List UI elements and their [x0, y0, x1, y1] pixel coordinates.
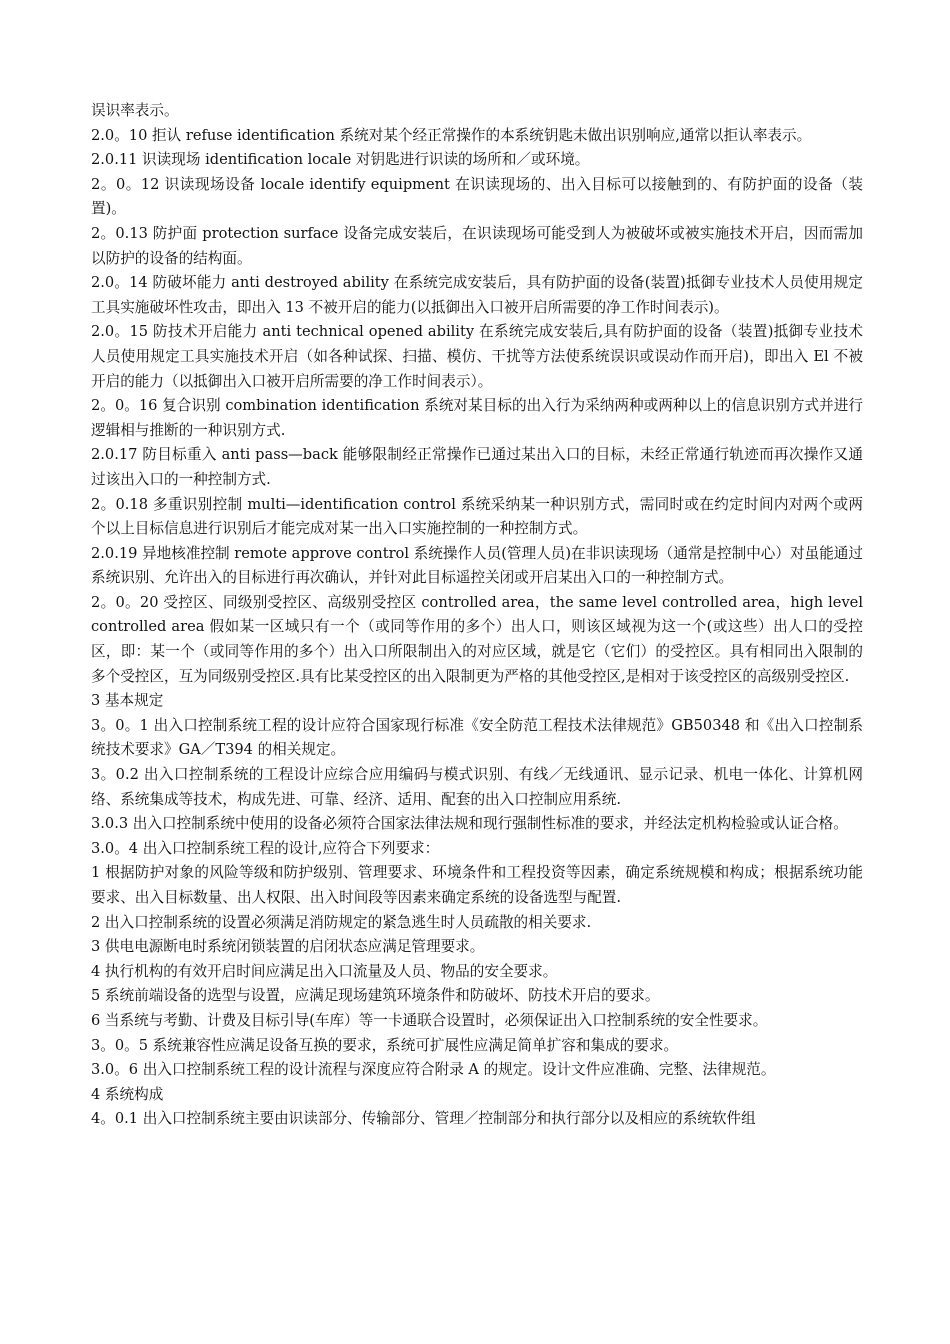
paragraph: 2。0。20 受控区、同级别受控区、高级别受控区 controlled area，the same level controlled area，high level controlled area 假如某一区域只有一个（或同等作用的多个）出人口，则该区域视为这一个(或这些）出人口的受控区，即：某一个（或同等作用的多个）出入口所限制出入的对应区域，就是它（它们）的受控区。具有相同出入限制的多个受控区，互为同级别受控区.具有比某受控区的出入限制更为严格的其他受控区,是相对于该受控区的高级别受控区. — [91, 593, 863, 685]
list-item: 2 出入口控制系统的设置必须满足消防规定的紧急逃生时人员疏散的相关要求. — [91, 913, 592, 931]
paragraph: 3.0。6 出入口控制系统工程的设计流程与深度应符合附录 A 的规定。设计文件应准确、完整、法律规范。 — [91, 1061, 776, 1079]
paragraph: 2.0.11 识读现场 identification locale 对钥匙进行识读的场所和／或环境。 — [91, 151, 590, 169]
list-item: 1 根据防护对象的风险等级和防护级别、管理要求、环境条件和工程投资等因素，确定系统规模和构成；根据系统功能要求、出入目标数量、出人权限、出入时间段等因素来确定系统的设备选型与配置. — [91, 864, 863, 906]
document-body — [91, 99, 863, 1132]
paragraph: 3.0。4 出入口控制系统工程的设计,应符合下列要求： — [91, 839, 440, 857]
section-heading: 3 基本规定 — [91, 692, 164, 710]
paragraph: 2。0.18 多重识别控制 multi—identification control 系统采纳某一种识别方式，需同时或在约定时间内对两个或两个以上目标信息进行识别后才能完成对某一出入口实施控制的一种控制方式。 — [91, 495, 863, 538]
list-item: 4 执行机构的有效开启时间应满足出入口流量及人员、物品的安全要求。 — [91, 962, 558, 980]
paragraph: 2.0。15 防技术开启能力 anti technical opened ability 在系统完成安装后,具有防护面的设备（装置)抵御专业技术人员使用规定工具实施技术开启（如各种试探、扫描、模仿、干扰等方法使系统误识或误动作而开启)，即出入 El 不被开启的能力（以抵御出入口被开启所需要的净工作时间表示）。 — [91, 323, 863, 390]
paragraph: 3。0.2 出入口控制系统的工程设计应综合应用编码与模式识别、有线／无线通讯、显示记录、机电一体化、计算机网络、系统集成等技术，构成先进、可靠、经济、适用、配套的出入口控制应用系统. — [91, 766, 863, 808]
list-item: 5 系统前端设备的选型与设置，应满足现场建筑环境条件和防破坏、防技术开启的要求。 — [91, 987, 660, 1005]
paragraph: 2.0.19 异地核准控制 remote approve control 系统操作人员(管理人员)在非识读现场（通常是控制中心）对虽能通过系统识别、允许出入的目标进行再次确认，并针对此目标遥控关闭或开启某出入口的一种控制方式。 — [91, 544, 863, 587]
paragraph: 2。0。16 复合识别 combination identification 系统对某目标的出入行为采纳两种或两种以上的信息识别方式并进行逻辑相与推断的一种识别方式. — [91, 397, 863, 439]
paragraph: 3。0。1 出入口控制系统工程的设计应符合国家现行标准《安全防范工程技术法律规范》GB50348 和《出入口控制系统技术要求》GA／T394 的相关规定。 — [91, 716, 863, 759]
paragraph: 3。0。5 系统兼容性应满足设备互换的要求，系统可扩展性应满足简单扩容和集成的要求。 — [91, 1036, 679, 1054]
list-item: 3 供电电源断电时系统闭锁装置的启闭状态应满足管理要求。 — [91, 938, 485, 956]
paragraph: 2。0。12 识读现场设备 locale identify equipment 在识读现场的、出入目标可以接触到的、有防护面的设备（装置)。 — [91, 175, 863, 218]
paragraph: 3.0.3 出入口控制系统中使用的设备必须符合国家法律法规和现行强制性标准的要求，并经法定机构检验或认证合格。 — [91, 815, 848, 833]
paragraph: 2.0。10 拒认 refuse identification 系统对某个经正常操作的本系统钥匙未做出识别响应,通常以拒认率表示。 — [91, 126, 812, 144]
paragraph: 4。0.1 出入口控制系统主要由识读部分、传输部分、管理／控制部分和执行部分以及相应的系统软件组 — [91, 1110, 756, 1128]
paragraph: 2。0.13 防护面 protection surface 设备完成安装后，在识读现场可能受到人为被破坏或被实施技术开启，因而需加以防护的设备的结构面。 — [91, 224, 863, 267]
list-item: 6 当系统与考勤、计费及目标引导(车库）等一卡通联合设置时，必须保证出入口控制系统的安全性要求。 — [91, 1011, 768, 1029]
paragraph: 2.0。14 防破坏能力 anti destroyed ability 在系统完成安装后，具有防护面的设备(装置)抵御专业技术人员使用规定工具实施破坏性攻击，即出入 13 不被开启的能力(以抵御出入口被开启所需要的净工作时间表示)。 — [91, 274, 863, 316]
section-heading: 4 系统构成 — [91, 1085, 164, 1103]
paragraph: 2.0.17 防目标重入 anti pass—back 能够限制经正常操作已通过某出入口的目标，未经正常通行轨迹而再次操作又通过该出入口的一种控制方式. — [91, 446, 863, 488]
paragraph: 误识率表示。 — [91, 102, 179, 119]
